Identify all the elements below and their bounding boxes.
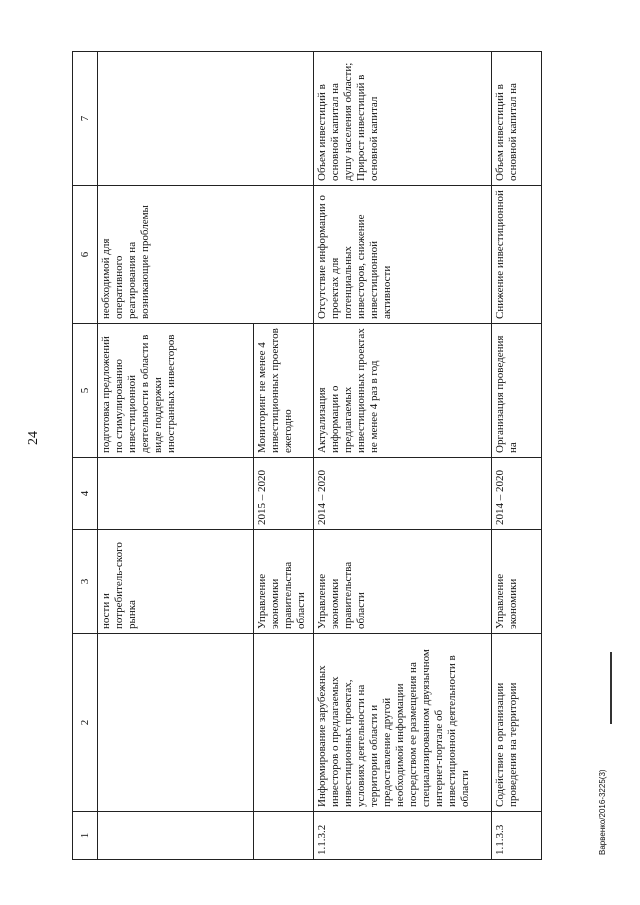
column-header: 4 [73, 458, 98, 530]
column-header: 5 [73, 324, 98, 458]
cell-number [254, 812, 314, 860]
cell-responsible: Управление экономики [492, 530, 542, 634]
cell-consequence: Снижение инвестиционной [492, 186, 542, 324]
column-header: 1 [73, 812, 98, 860]
column-header: 6 [73, 186, 98, 324]
cell-consequence: Отсутствие информации о проектах для потенциальных инвесторов, снижение инвестиционной активности [314, 186, 492, 324]
document-code: Варвенко/2016-3225(3) [598, 769, 607, 855]
table-row [492, 52, 542, 860]
cell-period: 2014 – 2020 [492, 458, 542, 530]
cell-action [98, 634, 254, 812]
cell-result: Организация проведения на [492, 324, 542, 458]
cell-action: Содействие в организации проведения на территории [492, 634, 542, 812]
header-row [73, 52, 98, 860]
cell-indicator: Объем инвестиций в основной капитал на душу населения области; Прирост инвестиций в основной капитал [314, 52, 492, 186]
cell-indicator: Объем инвестиций в основной капитал на [492, 52, 542, 186]
cell-responsible: Управление экономики правительства области [314, 530, 492, 634]
cell-responsible: ности и потребитель-ского рынка [98, 530, 254, 634]
cell-number: 1.1.3.3 [492, 812, 542, 860]
cell-period: 2015 – 2020 [254, 458, 314, 530]
cell-result: Мониторинг не менее 4 инвестиционных проектов ежегодно [254, 324, 314, 458]
cell-responsible: Управление экономики правительства области [254, 530, 314, 634]
cell-result: подготовка предложений по стимулированию инвестиционной деятельности в области в виде поддержки иностранных инвесторов [98, 324, 254, 458]
rotated-page-content [72, 52, 562, 860]
cell-action: Информирование зарубежных инвесторов о предлагаемых инвестиционных проектах, условиях деятельности на территории области и предоставление другой необходимой информации посредством ее размещения на специализированном двуязычном интернет-портале об инвестиционной деятельности в области [314, 634, 492, 812]
cell-consequence: необходимой для оперативного реагирования на возникающие проблемы [98, 186, 314, 324]
table-row [98, 52, 254, 860]
column-header: 3 [73, 530, 98, 634]
page-number: 24 [26, 431, 41, 445]
column-header: 7 [73, 52, 98, 186]
table-row [314, 52, 492, 860]
cell-period [98, 458, 254, 530]
plan-table [72, 51, 542, 860]
cell-result: Актуализация информации о предлагаемых инвестиционных проектах не менее 4 раз в год [314, 324, 492, 458]
cell-action [254, 634, 314, 812]
margin-mark [610, 652, 612, 724]
cell-number [98, 812, 254, 860]
cell-number: 1.1.3.2 [314, 812, 492, 860]
column-header: 2 [73, 634, 98, 812]
cell-period: 2014 – 2020 [314, 458, 492, 530]
cell-indicator [98, 52, 314, 186]
